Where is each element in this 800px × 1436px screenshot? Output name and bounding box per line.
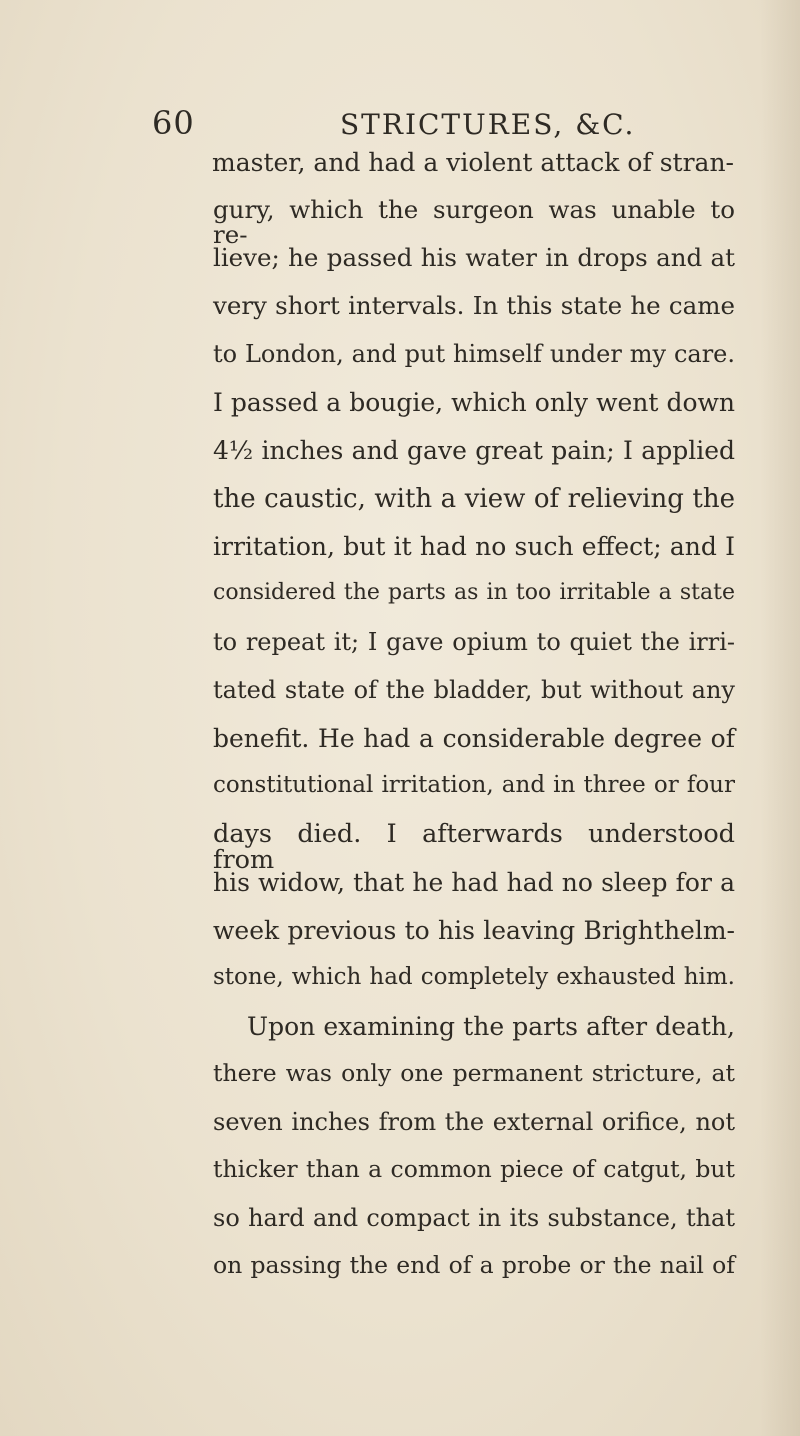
text-line: so hard and compact in its substance, that (213, 1204, 735, 1232)
text-line: to London, and put himself under my care. (213, 340, 735, 368)
text-line: master, and had a violent attack of stran- (212, 148, 734, 177)
text-line: 4½ inches and gave great pain; I applied (213, 436, 735, 465)
text-line: to repeat it; I gave opium to quiet the irri- (213, 628, 735, 656)
text-line: very short intervals. In this state he came (213, 291, 735, 320)
text-line: the caustic, with a view of relieving the (213, 484, 735, 514)
page-edge-shadow (760, 0, 800, 1436)
text-line: lieve; he passed his water in drops and at (213, 243, 735, 272)
text-line: considered the parts as in too irritable a state (213, 580, 735, 605)
text-line: days died. I afterwards understood from (213, 819, 735, 875)
page-number: 60 (152, 104, 195, 142)
text-line: I passed a bougie, which only went down (213, 388, 735, 417)
page-header (0, 104, 800, 144)
text-line: his widow, that he had had no sleep for a (213, 868, 735, 897)
text-line: gury, which the surgeon was unable to re- (213, 195, 735, 249)
text-line: Upon examining the parts after death, (247, 1012, 735, 1041)
text-line: week previous to his leaving Brighthelm- (213, 916, 735, 945)
text-line: on passing the end of a probe or the nail of (213, 1251, 735, 1279)
text-line: tated state of the bladder, but without any (213, 676, 735, 704)
text-line: constitutional irritation, and in three or four (213, 772, 735, 798)
text-line: thicker than a common piece of catgut, but (213, 1155, 735, 1183)
running-head: STRICTURES, &C. (340, 108, 636, 141)
text-line: irritation, but it had no such effect; and I (213, 532, 735, 561)
text-line: stone, which had completely exhausted him. (213, 964, 735, 990)
text-line: there was only one permanent stricture, at (213, 1059, 735, 1087)
text-line: benefit. He had a considerable degree of (213, 724, 735, 753)
text-line: seven inches from the external orifice, not (213, 1108, 735, 1136)
